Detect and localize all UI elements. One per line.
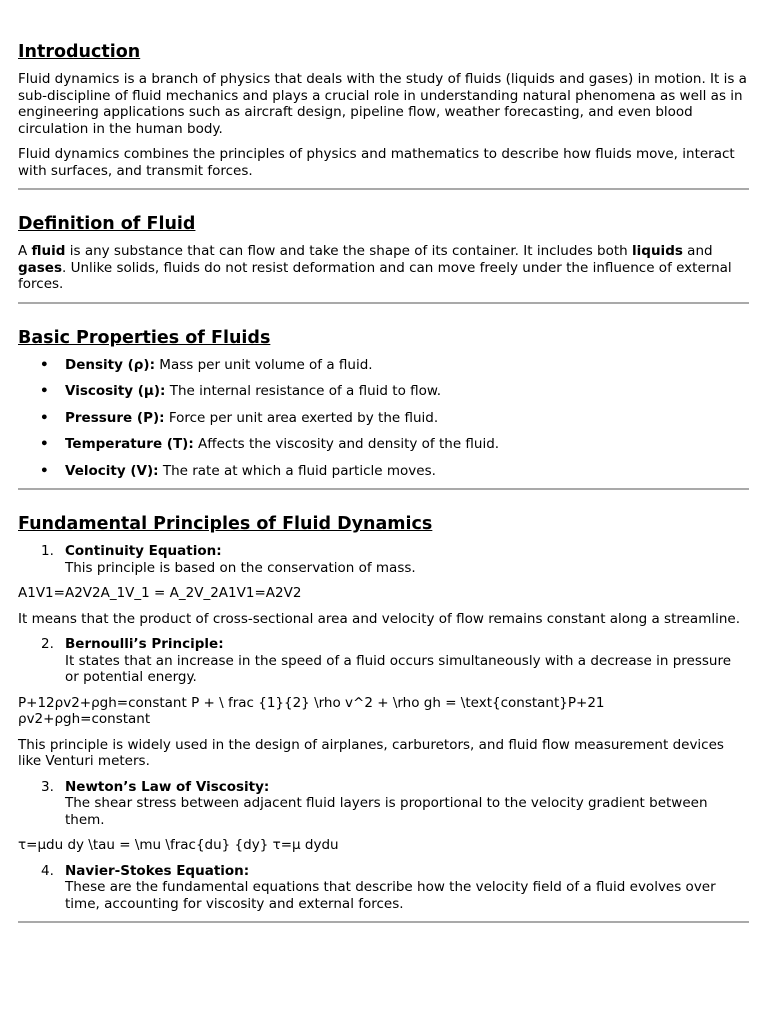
intro-section (18, 41, 749, 179)
list-item (65, 357, 749, 374)
definition-heading: Definition of Fluid (18, 214, 196, 234)
principle-term: Navier-Stokes Equation: (65, 862, 250, 879)
principle-term: Newton’s Law of Viscosity: (65, 778, 270, 795)
list-number: 3. (41, 778, 54, 795)
definition-paragraph (18, 243, 749, 293)
principle-list (18, 543, 749, 576)
newton-formula: τ=μdu dy \tau = \mu \frac{du} {dy} τ=μ dydu (18, 837, 339, 853)
principle-list (18, 863, 749, 913)
divider (18, 302, 749, 304)
property-term: Temperature (T): (65, 436, 194, 452)
principle-desc: The shear stress between adjacent fluid layers is proportional to the velocity gradient between them. (65, 795, 708, 828)
definition-text: and (682, 243, 713, 259)
principle-term: Bernoulli’s Principle: (65, 636, 224, 652)
principles-section (18, 513, 749, 912)
intro-paragraph-2: Fluid dynamics combines the principles of physics and mathematics to describe how fluids move, interact with surfaces, and transmit forces. (18, 146, 735, 179)
property-desc: Affects the viscosity and density of the fluid. (193, 436, 500, 452)
continuity-formula: A1V1=A2V2A_1V_1 = A_2V_2A1V1=A2V2 (18, 585, 302, 601)
principle-desc: It states that an increase in the speed of a fluid occurs simultaneously with a decrease in pressure or potential energy. (65, 652, 732, 685)
list-item (65, 383, 749, 400)
property-term: Viscosity (μ): (65, 383, 166, 399)
principle-list (18, 636, 749, 686)
definition-text: A (18, 243, 32, 259)
property-term: Velocity (V): (65, 462, 159, 479)
property-desc: The rate at which a fluid particle moves. (158, 462, 436, 479)
principle-item-navier (41, 862, 749, 913)
definition-text: is any substance that can flow and take the shape of its container. It includes both (65, 243, 633, 259)
definition-term-gases: gases (18, 259, 63, 276)
definition-term-liquids: liquids (632, 243, 683, 259)
property-desc: The internal resistance of a fluid to flow. (165, 383, 441, 399)
property-term: Pressure (P): (65, 409, 165, 426)
principle-list (18, 779, 749, 829)
intro-heading: Introduction (18, 42, 141, 62)
list-number: 1. (41, 543, 54, 559)
divider (18, 188, 749, 190)
list-number: 2. (41, 636, 54, 652)
definition-text: . Unlike solids, fluids do not resist deformation and can move freely under the influence of external forces. (18, 259, 732, 292)
principle-desc: This principle is based on the conservation of mass. (65, 559, 416, 576)
bernoulli-formula: P+12ρv2+ρgh=constant P + \ frac {1}{2} \rho v^2 + \rho gh = \text{constant}P+21 ρv2+ρgh=constant (18, 694, 605, 727)
list-item (65, 463, 749, 480)
principle-item-newton (41, 778, 749, 829)
property-term: Density (ρ): (65, 356, 155, 373)
principle-item-continuity (41, 543, 749, 576)
continuity-note: It means that the product of cross-sectional area and velocity of flow remains constant along a streamline. (18, 610, 741, 627)
properties-list (18, 357, 749, 480)
divider (18, 488, 749, 490)
list-item (65, 410, 749, 427)
definition-section (18, 213, 749, 293)
property-desc: Force per unit area exerted by the fluid. (164, 409, 439, 426)
principle-desc: These are the fundamental equations that describe how the velocity field of a fluid evolves over time, accounting for viscosity and external forces. (65, 879, 716, 912)
divider (18, 921, 749, 923)
properties-section (18, 327, 749, 480)
intro-paragraph-1: Fluid dynamics is a branch of physics that deals with the study of fluids (liquids and gases) in motion. It is a sub-discipline of fluid mechanics and plays a crucial role in understanding natural phenomena as well as in engineering applications such as aircraft design, pipeline flow, weather forecasting, and even blood circulation in the human body. (18, 71, 747, 137)
property-desc: Mass per unit volume of a fluid. (155, 356, 373, 373)
principles-heading: Fundamental Principles of Fluid Dynamics (18, 514, 433, 534)
principle-item-bernoulli (41, 636, 749, 686)
properties-heading: Basic Properties of Fluids (18, 327, 271, 348)
bernoulli-note: This principle is widely used in the design of airplanes, carburetors, and fluid flow measurement devices like Venturi meters. (18, 736, 724, 769)
list-number: 4. (41, 862, 54, 879)
principle-term: Continuity Equation: (65, 543, 222, 559)
list-item (65, 436, 749, 453)
definition-term-fluid: fluid (31, 243, 66, 259)
